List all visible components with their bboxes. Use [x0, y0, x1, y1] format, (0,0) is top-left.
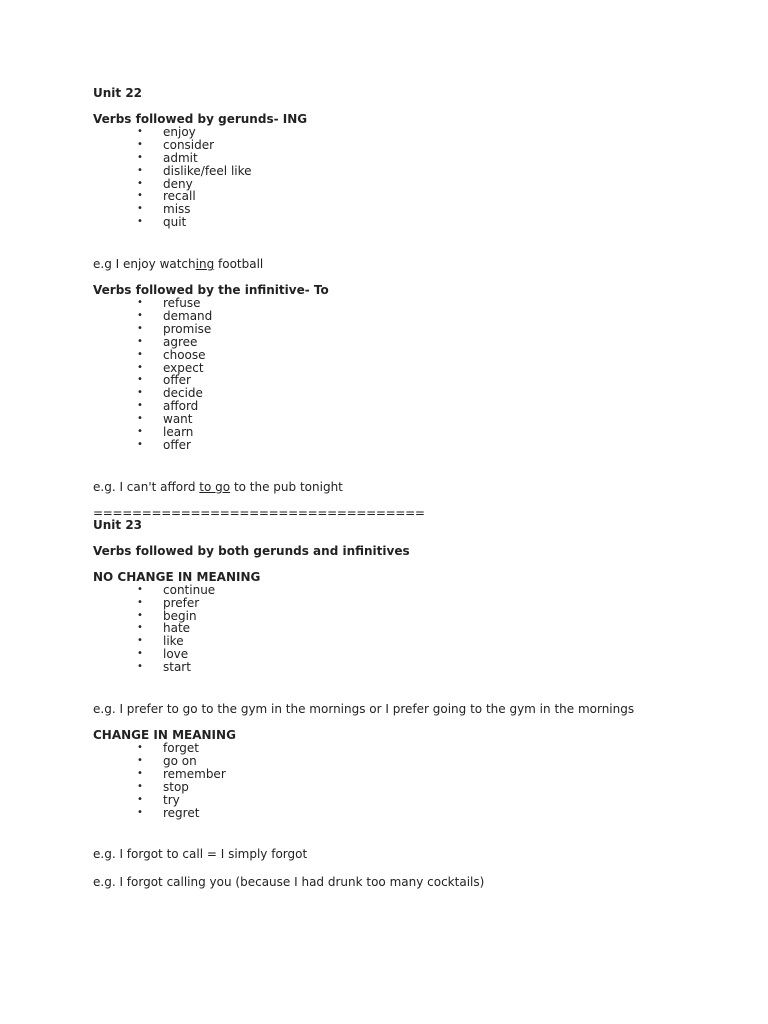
list-item-label: want [163, 412, 193, 427]
unit-22-title: Unit 22 [93, 86, 143, 100]
document-page [93, 86, 733, 889]
bullet-icon: • [137, 742, 143, 754]
bullet-icon: • [137, 609, 143, 621]
bullet-icon: • [137, 310, 143, 322]
bullet-icon: • [137, 661, 143, 673]
list-item-label: begin [163, 608, 197, 623]
list-item-label: try [163, 792, 180, 807]
list-item-label: agree [163, 334, 198, 349]
infinitive-example: e.g. I can't afford to go to the pub tonight [93, 479, 343, 494]
list-item [93, 635, 733, 648]
list-item [93, 768, 733, 781]
bullet-icon: • [137, 374, 143, 386]
list-item-label: prefer [163, 595, 200, 610]
change-verb-list [93, 742, 733, 819]
list-item-label: afford [163, 399, 199, 414]
bullet-icon: • [137, 438, 143, 450]
list-item-label: continue [163, 582, 216, 597]
list-item-label: promise [163, 321, 212, 336]
bullet-icon: • [137, 348, 143, 360]
unit-23-title: Unit 23 [93, 517, 143, 532]
list-item-label: forget [163, 741, 199, 756]
list-item-label: love [163, 647, 189, 662]
list-item-label: offer [163, 373, 191, 388]
list-item-label: learn [163, 425, 194, 440]
bullet-icon: • [137, 335, 143, 347]
list-item [93, 203, 733, 216]
bullet-icon: • [137, 635, 143, 647]
bullet-icon: • [137, 806, 143, 818]
bullet-icon: • [137, 596, 143, 608]
section-divider: ================================== [93, 505, 425, 520]
bullet-icon: • [137, 648, 143, 660]
bullet-icon: • [137, 177, 143, 189]
list-item-label: stop [163, 779, 189, 794]
list-item [93, 216, 733, 229]
bullet-icon: • [137, 203, 143, 215]
gerund-heading: Verbs followed by gerunds- ING [93, 112, 308, 126]
bullet-icon: • [137, 297, 143, 309]
list-item-label: admit [163, 150, 198, 165]
both-heading: Verbs followed by both gerunds and infinitives [93, 543, 410, 558]
change-example-2: e.g. I forgot calling you (because I had drunk too many cocktails) [93, 875, 485, 890]
list-item [93, 807, 733, 820]
bullet-icon: • [137, 126, 143, 137]
list-item-label: offer [163, 437, 191, 452]
bullet-icon: • [137, 793, 143, 805]
bullet-icon: • [137, 151, 143, 163]
list-item [93, 439, 733, 452]
change-example-1: e.g. I forgot to call = I simply forgot [93, 847, 308, 862]
bullet-icon: • [137, 780, 143, 792]
list-item [93, 661, 733, 674]
list-item-label: start [163, 660, 191, 675]
list-item [93, 781, 733, 794]
list-item-label: deny [163, 176, 193, 191]
list-item-label: recall [163, 189, 196, 204]
list-item-label: go on [163, 753, 197, 768]
list-item [93, 622, 733, 635]
bullet-icon: • [137, 138, 143, 150]
gerund-example: e.g I enjoy watching football [93, 257, 264, 272]
no-change-example: e.g. I prefer to go to the gym in the mornings or I prefer going to the gym in the mornings [93, 702, 635, 717]
bullet-icon: • [137, 754, 143, 766]
list-item-label: enjoy [163, 125, 196, 139]
bullet-icon: • [137, 413, 143, 425]
bullet-icon: • [137, 190, 143, 202]
bullet-icon: • [137, 216, 143, 228]
infinitive-heading: Verbs followed by the infinitive- To [93, 283, 329, 298]
bullet-icon: • [137, 583, 143, 595]
no-change-verb-list [93, 584, 733, 674]
list-item-label: decide [163, 386, 203, 401]
list-item-label: choose [163, 347, 206, 362]
bullet-icon: • [137, 400, 143, 412]
list-item-label: consider [163, 137, 215, 152]
infinitive-verb-list [93, 297, 733, 452]
bullet-icon: • [137, 622, 143, 634]
list-item-label: quit [163, 215, 187, 230]
list-item-label: miss [163, 202, 191, 217]
list-item-label: hate [163, 621, 191, 636]
list-item-label: refuse [163, 296, 201, 311]
bullet-icon: • [137, 164, 143, 176]
bullet-icon: • [137, 387, 143, 399]
list-item-label: regret [163, 805, 200, 820]
bullet-icon: • [137, 322, 143, 334]
list-item-label: expect [163, 360, 204, 375]
bullet-icon: • [137, 426, 143, 438]
list-item-label: remember [163, 766, 226, 781]
gerund-verb-list [93, 126, 733, 229]
no-change-heading: NO CHANGE IN MEANING [93, 569, 261, 584]
bullet-icon: • [137, 361, 143, 373]
list-item-label: dislike/feel like [163, 163, 252, 178]
bullet-icon: • [137, 767, 143, 779]
list-item-label: demand [163, 309, 213, 324]
change-heading: CHANGE IN MEANING [93, 728, 236, 743]
list-item-label: like [163, 634, 184, 649]
